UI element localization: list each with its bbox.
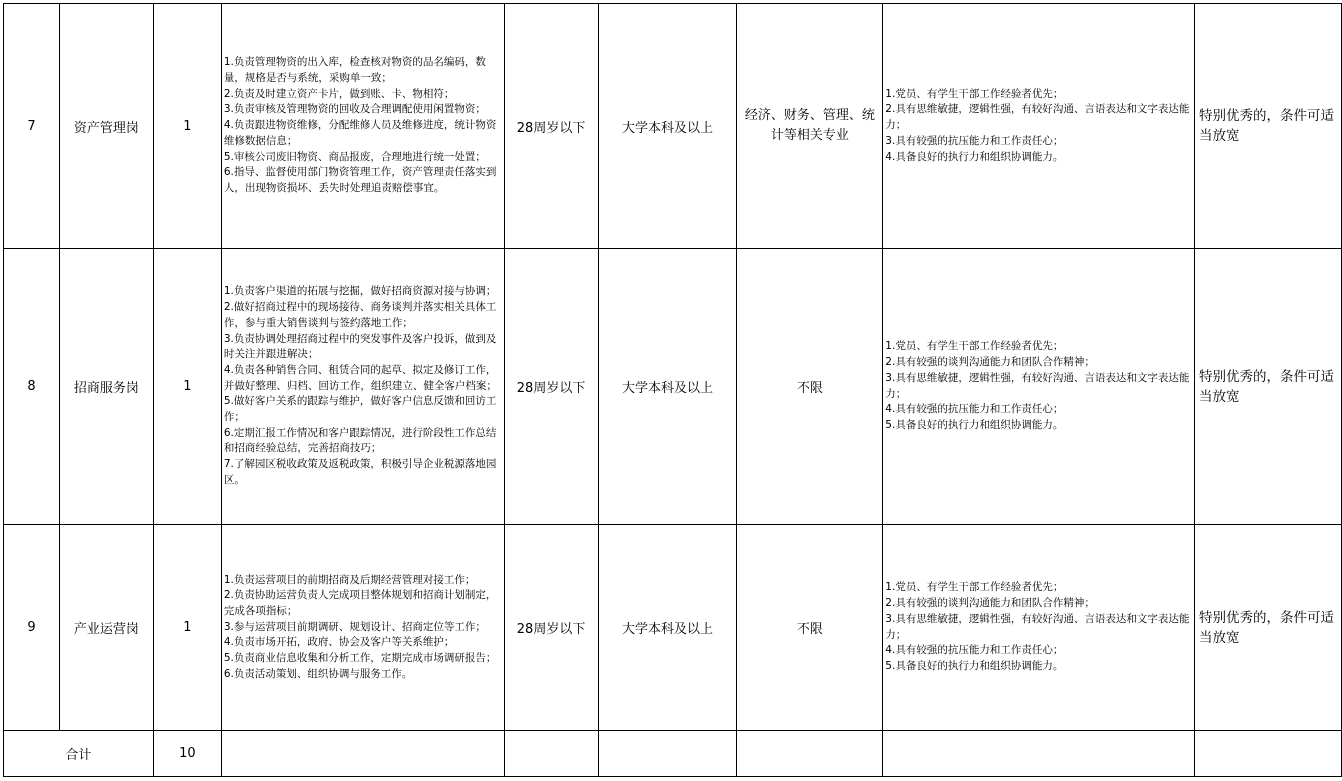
total-row [4, 731, 1342, 777]
table-row [4, 525, 1342, 731]
education-requirement: 大学本科及以上 [598, 249, 737, 525]
duty-item: 5.做好客户关系的跟踪与维护，做好客户信息反馈和回访工作； [223, 395, 497, 424]
other-requirements [883, 525, 1195, 731]
duty-item: 3.参与运营项目前期调研、规划设计、招商定位等工作； [223, 620, 486, 633]
row-number: 9 [4, 525, 60, 731]
duty-item: 6.定期汇报工作情况和客户跟踪情况，进行阶段性工作总结和招商经验总结，完善招商技巧； [223, 426, 497, 455]
major-requirement: 经济、财务、管理、统计等相关专业 [737, 4, 883, 249]
duty-item: 2.做好招商过程中的现场接待、商务谈判并落实相关具体工作，参与重大销售谈判与签约落地工作； [223, 301, 497, 329]
other-requirements [883, 249, 1195, 525]
duty-item: 4.负责市场开拓，政府、协会及客户等关系维护； [223, 636, 455, 649]
requirement-item: 5.具备良好的执行力和组织协调能力。 [885, 659, 1064, 672]
empty-cell [737, 731, 883, 777]
requirement-item: 1.党员、有学生干部工作经验者优先； [885, 581, 1064, 594]
table-row [4, 249, 1342, 525]
age-requirement: 28周岁以下 [504, 525, 598, 731]
remark: 特别优秀的，条件可适当放宽 [1195, 249, 1342, 525]
requirement-item: 3.具有较强的抗压能力和工作责任心； [885, 134, 1064, 147]
duty-item: 7.了解园区税收政策及返税政策，积极引导企业税源落地园区。 [223, 458, 497, 486]
education-requirement: 大学本科及以上 [598, 4, 737, 249]
headcount: 1 [153, 4, 221, 249]
age-requirement: 28周岁以下 [504, 4, 598, 249]
duty-item: 1.负责管理物资的出入库，检查核对物资的品名编码，数量，规格是否与系统，采购单一致； [223, 56, 486, 85]
job-duties [221, 525, 504, 731]
duty-item: 3.负责协调处理招商过程中的突发事件及客户投诉，做到及时关注并跟进解决； [223, 332, 497, 361]
job-duties [221, 249, 504, 525]
empty-cell [883, 731, 1195, 777]
requirement-item: 1.党员、有学生干部工作经验者优先； [885, 340, 1064, 353]
empty-cell [1195, 731, 1342, 777]
remark: 特别优秀的，条件可适当放宽 [1195, 4, 1342, 249]
requirement-item: 3.具有思维敏捷，逻辑性强，有较好沟通、言语表达和文字表达能力； [885, 371, 1190, 400]
requirement-item: 4.具有较强的抗压能力和工作责任心； [885, 403, 1064, 416]
requirement-item: 1.党员、有学生干部工作经验者优先； [885, 87, 1064, 100]
empty-cell [598, 731, 737, 777]
duty-item: 5.负责商业信息收集和分析工作，定期完成市场调研报告； [223, 652, 497, 665]
age-requirement: 28周岁以下 [504, 249, 598, 525]
requirement-item: 2.具有思维敏捷，逻辑性强，有较好沟通、言语表达和文字表达能力； [885, 103, 1190, 132]
major-requirement: 不限 [737, 525, 883, 731]
remark: 特别优秀的，条件可适当放宽 [1195, 525, 1342, 731]
duty-item: 4.负责各种销售合同、租赁合同的起草、拟定及修订工作，并做好整理、归档、回访工作，组织建立、健全客户档案； [223, 363, 497, 392]
duty-item: 4.负责跟进物资维修，分配维修人员及维修进度，统计物资维修数据信息； [223, 119, 497, 147]
job-duties [221, 4, 504, 249]
table-row [4, 4, 1342, 249]
headcount: 1 [153, 249, 221, 525]
duty-item: 5.审核公司废旧物资、商品报废，合理地进行统一处置； [223, 150, 486, 163]
total-label: 合计 [4, 731, 154, 777]
position-name: 产业运营岗 [59, 525, 153, 731]
empty-cell [221, 731, 504, 777]
total-count: 10 [153, 731, 221, 777]
duty-item: 6.负责活动策划、组织协调与服务工作。 [223, 667, 413, 680]
major-requirement: 不限 [737, 249, 883, 525]
recruitment-table [3, 3, 1342, 777]
row-number: 8 [4, 249, 60, 525]
position-name: 招商服务岗 [59, 249, 153, 525]
duty-item: 2.负责协助运营负责人完成项目整体规划和招商计划制定，完成各项指标； [223, 589, 497, 617]
row-number: 7 [4, 4, 60, 249]
education-requirement: 大学本科及以上 [598, 525, 737, 731]
requirement-item: 2.具有较强的谈判沟通能力和团队合作精神； [885, 597, 1095, 610]
position-name: 资产管理岗 [59, 4, 153, 249]
requirement-item: 4.具有较强的抗压能力和工作责任心； [885, 644, 1064, 657]
empty-cell [504, 731, 598, 777]
duty-item: 1.负责运营项目的前期招商及后期经营管理对接工作； [223, 573, 476, 586]
requirement-item: 2.具有较强的谈判沟通能力和团队合作精神； [885, 356, 1095, 369]
duty-item: 6.指导、监督使用部门物资管理工作，资产管理责任落实到人，出现物资损坏、丢失时处理追责赔偿事宜。 [223, 166, 497, 194]
headcount: 1 [153, 525, 221, 731]
duty-item: 1.负责客户渠道的拓展与挖掘，做好招商资源对接与协调； [223, 285, 497, 298]
requirement-item: 4.具备良好的执行力和组织协调能力。 [885, 150, 1064, 163]
requirement-item: 5.具备良好的执行力和组织协调能力。 [885, 418, 1064, 431]
other-requirements [883, 4, 1195, 249]
duty-item: 2.负责及时建立资产卡片，做到账、卡、物相符； [223, 87, 455, 100]
requirement-item: 3.具有思维敏捷，逻辑性强，有较好沟通、言语表达和文字表达能力； [885, 612, 1190, 641]
duty-item: 3.负责审核及管理物资的回收及合理调配使用闲置物资； [223, 103, 486, 116]
